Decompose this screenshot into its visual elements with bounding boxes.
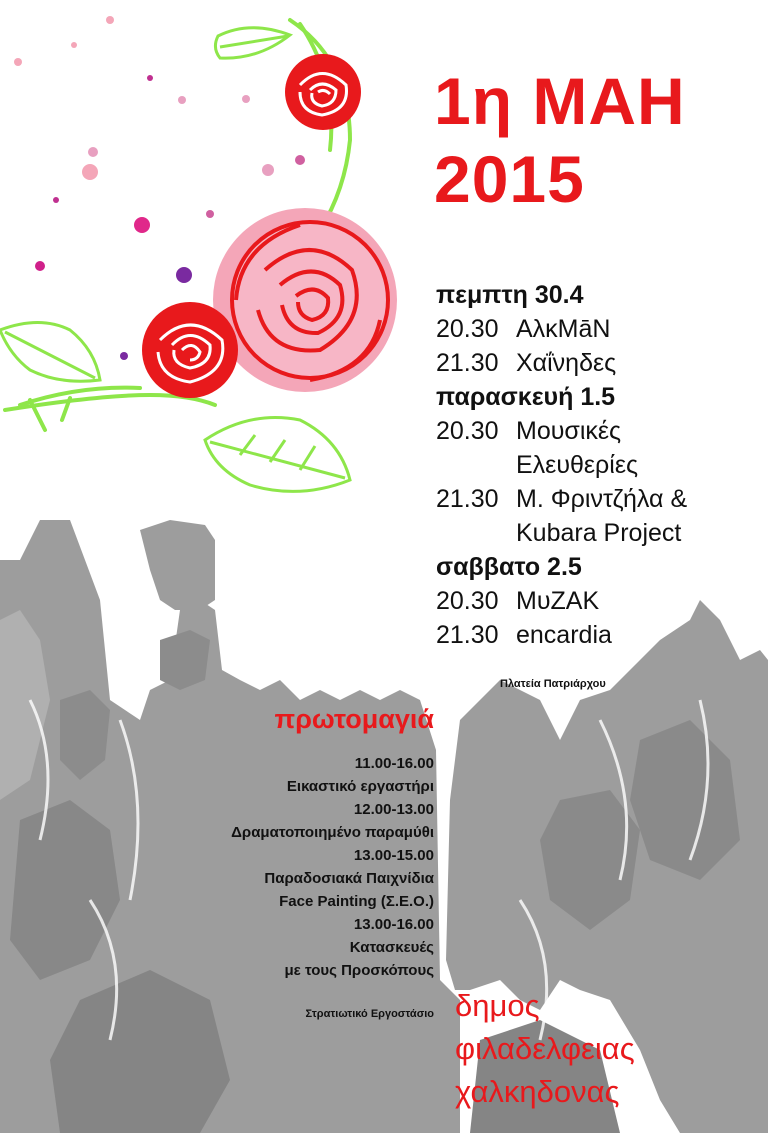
concert-program [436,278,766,652]
concert-venue: Πλατεία Πατριάρχου [500,678,606,690]
program-entry [436,414,766,482]
entry-artist: ΑλκΜāΝ [516,315,611,343]
entry-artist-line1: Μουσικές [516,417,622,445]
municipality-line3: χαλκηδονας [455,1074,620,1109]
event-title-line1: 1η ΜΑΗ [434,64,686,138]
entry-artist-line2: Ελευθερίες [516,451,639,479]
activity-line: 11.00-16.00 [354,755,434,772]
entry-artist-line1: Μ. Φριντζήλα & [516,485,688,513]
activity-line: 13.00-15.00 [353,847,434,864]
activity-line: Face Painting (Σ.Ε.Ο.) [279,893,434,910]
entry-time: 20.30 [436,315,499,343]
entry-artist-line2: Kubara Project [516,519,682,547]
activity-line: Εικαστικό εργαστήρι [286,778,434,795]
large-rose [213,208,397,392]
program-entry [436,312,766,346]
entry-artist: Χαΐνηδες [516,349,617,377]
entry-artist [516,414,766,482]
entry-time: 21.30 [436,485,499,513]
program-entry [436,346,766,380]
entry-artist: ΜυΖΑΚ [516,587,600,615]
may-day-activities [120,752,434,982]
entry-time: 21.30 [436,621,499,649]
activities-venue: Στρατιωτικό Εργοστάσιο [305,1008,434,1020]
municipality-line2: φιλαδελφειας [455,1031,635,1066]
municipality-name [455,984,635,1113]
municipality-line1: δημος [455,988,540,1023]
activity-line: Δραματοποιημένο παραμύθι [231,824,434,841]
entry-time: 20.30 [436,587,499,615]
entry-artist: encardia [516,621,612,649]
activity-line: με τους Προσκόπους [284,962,434,979]
entry-time: 21.30 [436,349,499,377]
program-entry [436,618,766,652]
activity-line: Παραδοσιακά Παιχνίδια [264,870,434,887]
day-thursday: πεμπτη 30.4 [436,281,584,309]
activity-line: Κατασκευές [349,939,434,956]
small-rose-top [285,54,361,130]
entry-time: 20.30 [436,417,499,445]
activity-line: 12.00-13.00 [353,801,434,818]
entry-artist [516,482,766,550]
event-title-year: 2015 [434,142,585,216]
event-title [434,62,686,218]
may-day-heading: πρωτομαγιά [274,704,434,734]
day-friday: παρασκευή 1.5 [436,383,616,411]
program-entry [436,584,766,618]
program-entry [436,482,766,550]
small-rose-left [142,302,238,398]
day-saturday: σαββατο 2.5 [436,553,582,581]
activity-line: 13.00-16.00 [353,916,434,933]
